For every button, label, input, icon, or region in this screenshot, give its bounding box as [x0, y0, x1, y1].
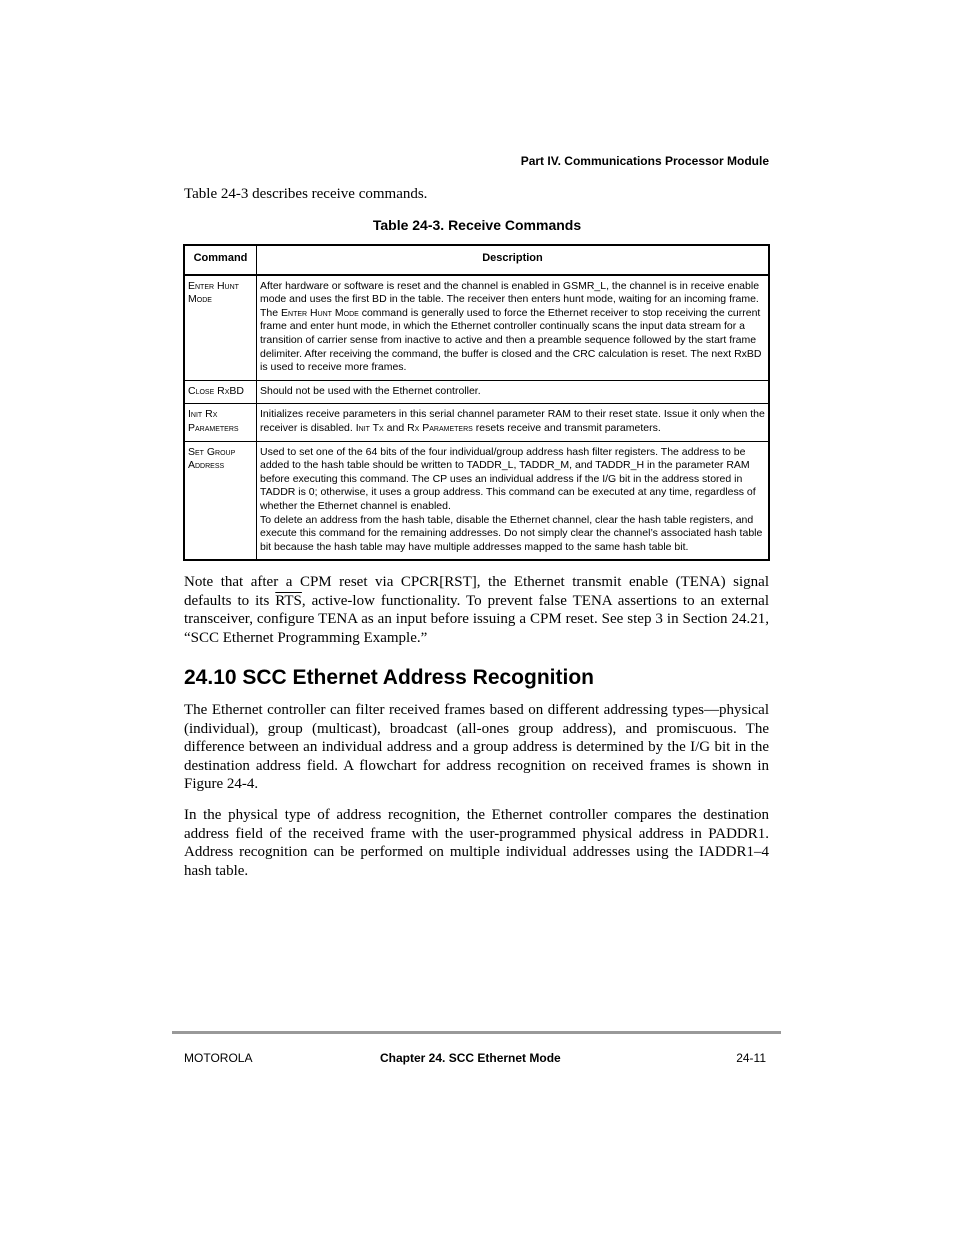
- description-text: To delete an address from the hash table, disable the Ethernet channel, clear the hash table registers, and execute this command for the remaining addresses. Do not simply clear the channel’s associated hash table bit because the hash table may have multiple addresses mapped to the same hash table bit.: [260, 513, 763, 553]
- table-caption: Table 24-3. Receive Commands: [372, 217, 582, 233]
- description-cell: Should not be used with the Ethernet controller.: [257, 380, 770, 404]
- description-text: and: [383, 421, 408, 434]
- column-header-description: Description: [257, 245, 770, 275]
- note-paragraph: [184, 573, 769, 647]
- note-text: Note that after a CPM reset via CPCR[RST], the Ethernet transmit enable (TENA) signal defaults to its: [184, 574, 769, 609]
- footer-chapter-title: Chapter 24. SCC Ethernet Mode: [380, 1051, 561, 1065]
- column-header-command: Command: [184, 245, 257, 275]
- description-cell: [257, 275, 770, 381]
- command-reference: Init Tx: [355, 421, 384, 434]
- section-paragraph: The Ethernet controller can filter received frames based on different addressing types—physical (individual), group (multicast), broadcast (all-ones group address), and promiscuous. The difference between an individual address and a group address is determined by the I/G bit in the destination address field. A flowchart for address recognition on received frames is shown in Figure 24-4.: [184, 702, 769, 793]
- description-text: Used to set one of the 64 bits of the four individual/group address hash filter registers. The address to be added to the hash table should be written to TADDR_L, TADDR_M, and TADDR_H in the parameter RAM before executing this command. The CP uses an individual address if the I/G bit in the address stored in TADDR is 0; otherwise, it uses a group address. This command can be executed at any time, regardless of whether the Ethernet channel is enabled.: [260, 445, 756, 512]
- note-text: , active-low functionality. To prevent false TENA assertions to an external transceiver, configure TENA as an input before issuing a CPM reset. See step 3 in Section 24.21, “SCC Ethernet Programming Example.”: [184, 592, 770, 646]
- rts-signal: $\overline{RTS}$: [275, 592, 302, 609]
- command-cell: Enter Hunt Mode: [184, 275, 257, 381]
- section-paragraph: In the physical type of address recognition, the Ethernet controller compares the destination address field of the received frame with the user-programmed physical address in PADDR1. Address recognition can be performed on multiple individual addresses using the IADDR1–4 hash table.: [184, 807, 769, 879]
- description-cell: [257, 404, 770, 441]
- description-text: Initializes receive parameters in this serial channel parameter RAM to their reset state. Issue it only when the receiver is disabled.: [260, 408, 765, 434]
- receive-commands-table: [183, 244, 770, 561]
- description-text: command is generally used to force the Ethernet receiver to stop receiving the current frame and enter hunt mode, in which the Ethernet controller continually scans the input data stream for a transition of carrier sense from inactive to active and then a preamble sequence followed by the start frame delimiter. After receiving the command, the buffer is closed and the CRC calculation is reset. The next RxBD is used to receive more frames.: [260, 306, 762, 374]
- table-header-row: [184, 245, 769, 275]
- running-header: Part IV. Communications Processor Module: [520, 154, 769, 168]
- footer-publisher: MOTOROLA: [184, 1051, 253, 1065]
- command-cell: Set Group Address: [184, 441, 257, 560]
- description-text: After hardware or software is reset and the channel is enabled in GSMR_L, the channel is in receive enable mode and uses the first BD in the table. The receiver then enters hunt mode, waiting for an incoming frame. The: [260, 279, 760, 319]
- command-reference: Rx Parameters: [407, 421, 473, 434]
- section-heading: 24.10 SCC Ethernet Address Recognition: [184, 666, 594, 689]
- command-cell: Close RxBD: [184, 380, 257, 404]
- description-cell: [257, 441, 770, 560]
- table-row: [184, 441, 769, 560]
- table-row: [184, 275, 769, 381]
- description-text: resets receive and transmit parameters.: [472, 421, 661, 434]
- footer-page-number: 24-11: [736, 1051, 766, 1065]
- table-row: [184, 380, 769, 404]
- footer-divider: [172, 1031, 781, 1034]
- intro-text: Table 24-3 describes receive commands.: [184, 186, 428, 202]
- command-reference: Enter Hunt Mode: [281, 306, 359, 319]
- command-cell: Init Rx Parameters: [184, 404, 257, 441]
- table-row: [184, 404, 769, 441]
